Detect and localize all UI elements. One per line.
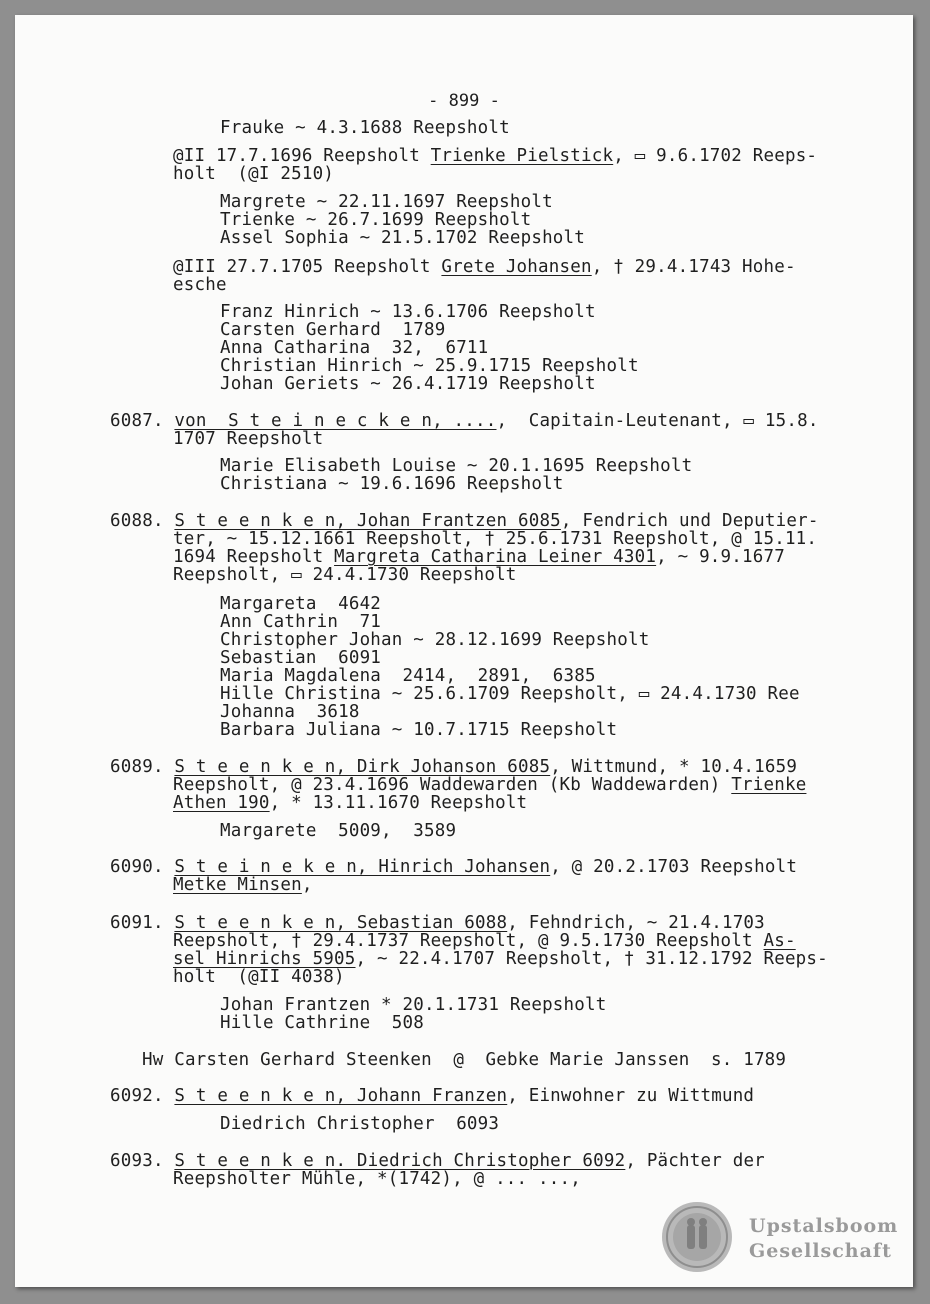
text-line: Hille Cathrine 508 <box>220 1013 424 1033</box>
entry-heading: 6089. S t e e n k e n, Dirk Johanson 6085, Wittmund, * 10.4.1659 <box>110 757 798 777</box>
text-line: Reepsholter Mühle, *(1742), @ ... ..., <box>173 1169 581 1189</box>
text-line: Reepsholt, @ 23.4.1696 Waddewarden (Kb Waddewarden) Trienke <box>173 775 807 795</box>
text-line: @II 17.7.1696 Reepsholt Trienke Pielstick, ▭ 9.6.1702 Reeps- <box>173 146 818 166</box>
text-line: Margrete ~ 22.11.1697 Reepsholt <box>220 192 553 212</box>
text-line: Sebastian 6091 <box>220 648 382 668</box>
text-line: 1694 Reepsholt Margreta Catharina Leiner 4301, ~ 9.9.1677 <box>173 547 785 567</box>
text-line: esche <box>173 275 227 295</box>
text-line: Hille Christina ~ 25.6.1709 Reepsholt, ▭ 24.4.1730 Ree <box>220 684 800 704</box>
entry-heading: 6093. S t e e n k e n. Diedrich Christopher 6092, Pächter der <box>110 1151 765 1171</box>
text-line: Ann Cathrin 71 <box>220 612 382 632</box>
page-number: - 899 - <box>428 91 500 111</box>
watermark-line-1: Upstalsboom <box>749 1215 899 1237</box>
text-line: Diedrich Christopher 6093 <box>220 1114 500 1134</box>
watermark-line-2: Gesellschaft <box>749 1240 892 1262</box>
text-line: Johanna 3618 <box>220 702 360 722</box>
text-line: Christopher Johan ~ 28.12.1699 Reepsholt <box>220 630 650 650</box>
text-line: holt (@II 4038) <box>173 967 345 987</box>
text-line: Margarete 5009, 3589 <box>220 821 457 841</box>
text-line: Assel Sophia ~ 21.5.1702 Reepsholt <box>220 228 586 248</box>
text-line: ter, ~ 15.12.1661 Reepsholt, † 25.6.1731 Reepsholt, @ 15.11. <box>173 529 818 549</box>
entry-heading: 6092. S t e e n k e n, Johann Franzen, Einwohner zu Wittmund <box>110 1086 755 1106</box>
text-line: Frauke ~ 4.3.1688 Reepsholt <box>220 118 510 138</box>
text-line: 1707 Reepsholt <box>173 429 324 449</box>
text-line: Carsten Gerhard 1789 <box>220 320 446 340</box>
text-line: @III 27.7.1705 Reepsholt Grete Johansen, † 29.4.1743 Hohe- <box>173 257 796 277</box>
text-line: Margareta 4642 <box>220 594 382 614</box>
entry-heading: 6090. S t e i n e k e n, Hinrich Johansen, @ 20.2.1703 Reepsholt <box>110 857 798 877</box>
entry-heading: 6091. S t e e n k e n, Sebastian 6088, Fehndrich, ~ 21.4.1703 <box>110 913 765 933</box>
document-page <box>15 15 913 1287</box>
entry-heading: 6087. von S t e i n e c k e n, ...., Capitain-Leutenant, ▭ 15.8. <box>110 411 819 431</box>
text-line: Marie Elisabeth Louise ~ 20.1.1695 Reepsholt <box>220 456 693 476</box>
text-line: Christian Hinrich ~ 25.9.1715 Reepsholt <box>220 356 639 376</box>
text-line: Johan Frantzen * 20.1.1731 Reepsholt <box>220 995 607 1015</box>
text-line: Christiana ~ 19.6.1696 Reepsholt <box>220 474 564 494</box>
text-line: Hw Carsten Gerhard Steenken @ Gebke Marie Janssen s. 1789 <box>142 1050 787 1070</box>
entry-heading: 6088. S t e e n k e n, Johan Frantzen 6085, Fendrich und Deputier- <box>110 511 819 531</box>
text-line: Anna Catharina 32, 6711 <box>220 338 489 358</box>
society-seal-icon <box>661 1201 733 1273</box>
text-line: Athen 190, * 13.11.1670 Reepsholt <box>173 793 528 813</box>
text-line: Franz Hinrich ~ 13.6.1706 Reepsholt <box>220 302 596 322</box>
text-line: Barbara Juliana ~ 10.7.1715 Reepsholt <box>220 720 618 740</box>
text-line: Maria Magdalena 2414, 2891, 6385 <box>220 666 596 686</box>
text-line: holt (@I 2510) <box>173 164 335 184</box>
text-line: Metke Minsen, <box>173 875 313 895</box>
text-line: Reepsholt, ▭ 24.4.1730 Reepsholt <box>173 565 517 585</box>
text-line: sel Hinrichs 5905, ~ 22.4.1707 Reepsholt, † 31.12.1792 Reeps- <box>173 949 828 969</box>
text-line: Johan Geriets ~ 26.4.1719 Reepsholt <box>220 374 596 394</box>
text-line: Trienke ~ 26.7.1699 Reepsholt <box>220 210 532 230</box>
text-line: Reepsholt, † 29.4.1737 Reepsholt, @ 9.5.1730 Reepsholt As- <box>173 931 796 951</box>
